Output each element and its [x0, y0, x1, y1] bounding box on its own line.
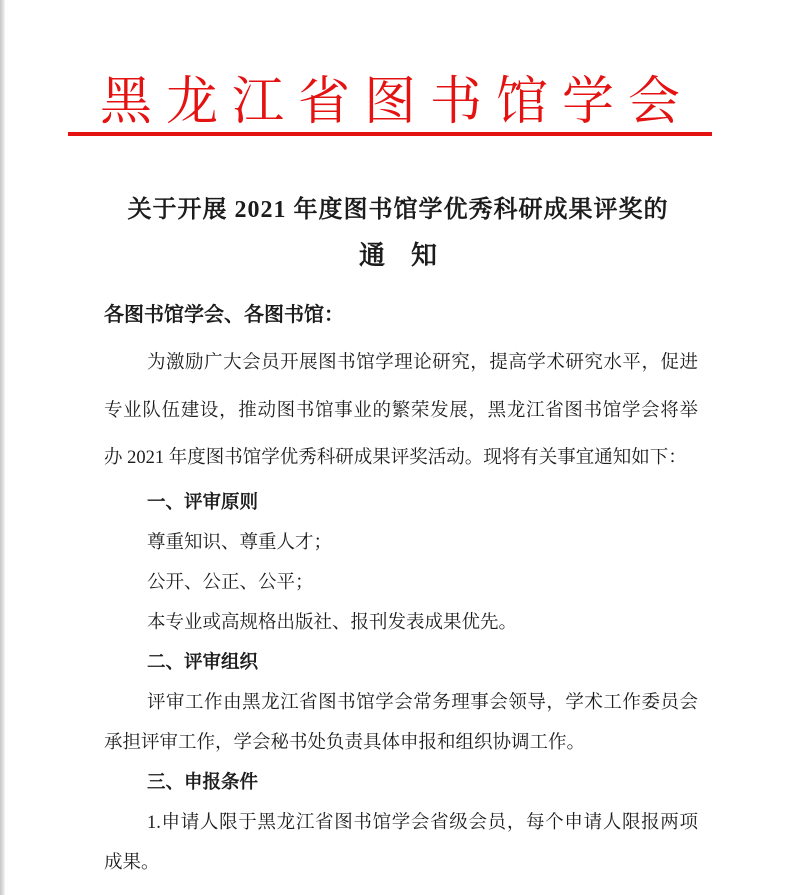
document-line: 一、评审原则	[147, 492, 259, 513]
document-line: 评审工作由黑龙江省图书馆学会常务理事会领导，学术工作委员会	[147, 692, 698, 713]
masthead-underline	[68, 76, 712, 136]
organization-masthead: 黑龙江省图书馆学会	[99, 74, 694, 131]
document-line: 承担评审工作，学会秘书处负责具体申报和组织协调工作。	[104, 732, 586, 753]
document-line: 成果。	[104, 852, 160, 873]
document-line: 为激励广大会员开展图书馆学理论研究，提高学术研究水平，促进	[147, 353, 698, 373]
document-body	[104, 340, 698, 883]
notice-title: 关于开展 2021 年度图书馆学优秀科研成果评奖的	[127, 197, 669, 223]
document-line: 公开、公正、公平；	[147, 572, 314, 593]
document-line: 本专业或高规格出版社、报刊发表成果优先。	[147, 612, 518, 633]
notice-title-second-line: 通 知	[358, 241, 437, 270]
document-line: 尊重知识、尊重人才；	[147, 532, 333, 553]
document-line: 1.申请人限于黑龙江省图书馆学会省级会员，每个申请人限报两项	[147, 812, 698, 833]
document-line: 二、评审组织	[147, 652, 259, 673]
document-line: 三、申报条件	[147, 772, 259, 793]
salutation: 各图书馆学会、各图书馆：	[104, 304, 344, 326]
document-line: 办 2021 年度图书馆学优秀科研成果评奖活动。现将有关事宜通知如下：	[104, 448, 687, 468]
document-line: 专业队伍建设，推动图书馆事业的繁荣发展，黑龙江省图书馆学会将举	[104, 400, 698, 421]
page-edge-shadow	[0, 0, 5, 895]
